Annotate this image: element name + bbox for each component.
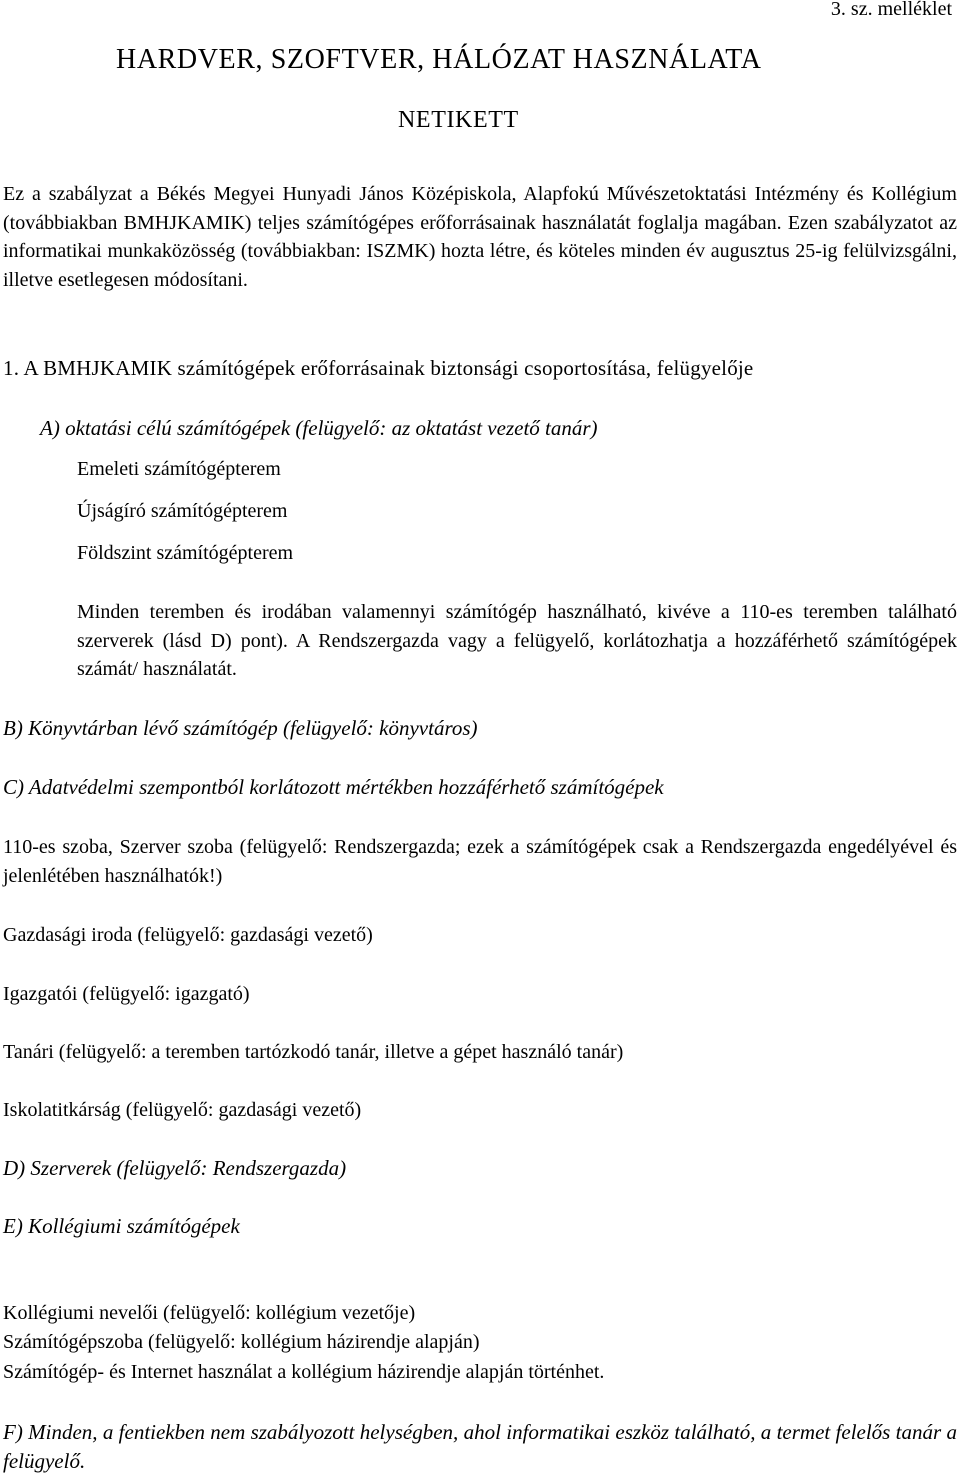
- intro-paragraph: Ez a szabályzat a Békés Megyei Hunyadi János Középiskola, Alapfokú Művészetoktatási Intézmény és Kollégium (továbbiakban BMHJKAMIK) teljes számítógépes erőforrásainak használatát foglalja magában. Ezen szabályzatot az informatikai munkaközösség (továbbiakban: ISZMK) hozta létre, és köteles minden év augusztus 25-ig felülvizsgálni, illetve esetlegesen módosítani.: [3, 183, 957, 291]
- section-1-title: 1. A BMHJKAMIK számítógépek erőforrásainak biztonsági csoportosítása, felügyelője: [3, 356, 754, 380]
- room-item: Számítógépszoba (felügyelő: kollégium házirendje alapján): [3, 1331, 480, 1353]
- room-item: Kollégiumi nevelői (felügyelő: kollégium vezetője): [3, 1302, 416, 1324]
- document-title: HARDVER, SZOFTVER, HÁLÓZAT HASZNÁLATA: [116, 44, 762, 75]
- room-item: Emeleti számítógépterem: [77, 458, 281, 480]
- room-item: Tanári (felügyelő: a teremben tartózkodó tanár, illetve a gépet használó tanár): [3, 1041, 624, 1063]
- section-b-heading: B) Könyvtárban lévő számítógép (felügyelő: könyvtáros): [3, 716, 478, 740]
- section-a-text: Minden teremben és irodában valamennyi számítógép használható, kivéve a 110-es teremben található szerverek (lásd D) pont). A Rendszergazda vagy a felügyelő, korlátozhatja a hozzáférhető számítógépek számát/ használatát.: [77, 601, 957, 680]
- room-item: Gazdasági iroda (felügyelő: gazdasági vezető): [3, 924, 373, 946]
- section-e-heading: E) Kollégiumi számítógépek: [3, 1214, 240, 1238]
- room-item: Iskolatitkárság (felügyelő: gazdasági vezető): [3, 1099, 362, 1121]
- document-subtitle: NETIKETT: [398, 107, 519, 133]
- section-a-heading: A) oktatási célú számítógépek (felügyelő: az oktatást vezető tanár): [40, 416, 598, 440]
- section-c-text: 110-es szoba, Szerver szoba (felügyelő: Rendszergazda; ezek a számítógépek csak a Rendszergazda engedélyével és jelenlétében használhatók!): [3, 836, 957, 887]
- room-item: Számítógép- és Internet használat a kollégium házirendje alapján történhet.: [3, 1361, 605, 1383]
- section-d-heading: D) Szerverek (felügyelő: Rendszergazda): [3, 1156, 347, 1180]
- room-item: Igazgatói (felügyelő: igazgató): [3, 983, 250, 1005]
- room-item: Újságíró számítógépterem: [77, 500, 288, 522]
- room-item: Földszint számítógépterem: [77, 542, 294, 564]
- section-f-text: F) Minden, a fentiekben nem szabályozott helységben, ahol informatikai eszköz található, a termet felelős tanár a felügyelő.: [3, 1420, 957, 1473]
- annex-label: 3. sz. melléklet: [830, 0, 952, 20]
- section-c-heading: C) Adatvédelmi szempontból korlátozott mértékben hozzáférhető számítógépek: [3, 775, 664, 799]
